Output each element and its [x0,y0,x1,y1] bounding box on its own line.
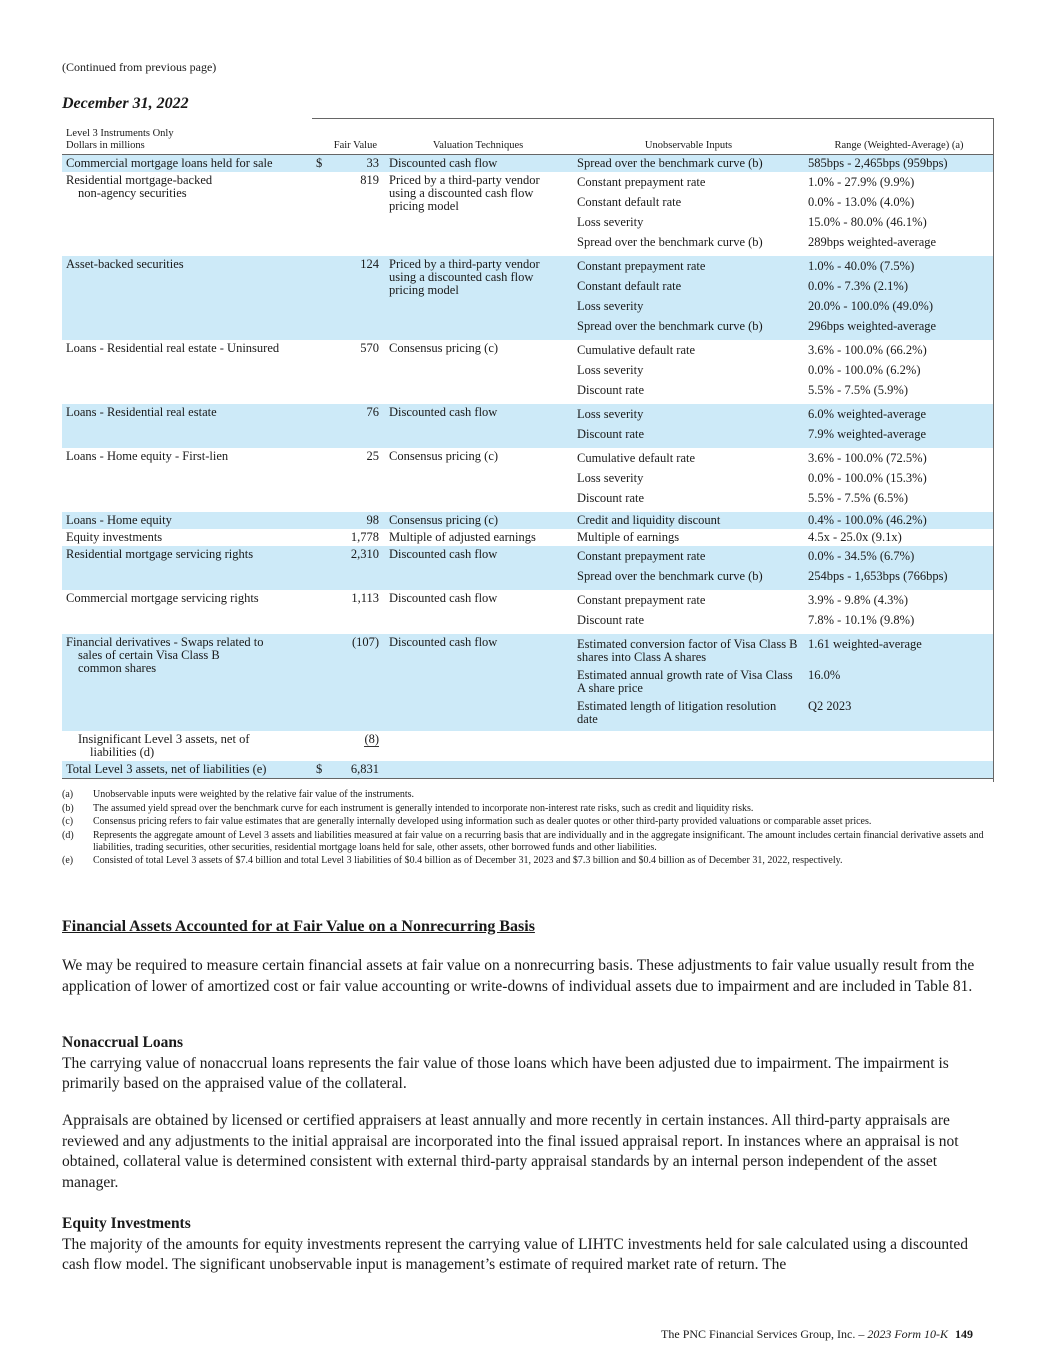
row-fair-value [328,731,383,761]
row-currency [312,512,328,529]
row-range: 0.4% - 100.0% (46.2%) [804,512,994,529]
row-currency: $ [312,155,328,173]
intro-paragraph: We may be required to measure certain financial assets at fair value on a nonrecurring basis. These adjustments to fair value usually result from the application of lower of amortized cost or fair value accounting or write-downs of individual assets due to impairment and are included in Table 81. [62,957,975,995]
row-inputs [573,590,804,634]
footnote-text: The assumed yield spread over the benchmark curve for each instrument is generally intended to incorporate non-interest rate risks, such as credit and liquidity risks. [93,802,754,814]
input-item: Constant prepayment rate [577,549,706,563]
row-label-line: Financial derivatives - Swaps related to [66,635,264,649]
row-fair-value: 98 [328,512,383,529]
table-row [62,155,994,173]
header-range: Range (Weighted-Average) (a) [834,140,964,151]
input-item: Spread over the benchmark curve (b) [577,319,763,333]
input-item: Constant prepayment rate [577,593,706,607]
footnote-text: Represents the aggregate amount of Level 3 assets and liabilities measured at fair value on a recurring basis that are individually and in the aggregate insignificant. The amount includes certain financial derivative assets and liabilities, trading securities, other securities, residential mortgage loans held for sale, other assets, other borrowed funds and other liabilities. [93,829,984,853]
range-item: 254bps - 1,653bps (766bps) [808,569,948,583]
row-fair-value: 25 [366,449,380,463]
row-ranges [804,172,994,256]
row-fair-value: 1,778 [350,530,380,544]
row-fair-value: 124 [328,256,383,340]
table-row [62,546,994,590]
row-ranges [804,546,994,590]
input-item: Discount rate [577,491,645,505]
row-currency [312,731,328,761]
row-fair-value: 6,831 [328,761,383,779]
row-technique [383,761,573,779]
equity-paragraph [62,1214,992,1276]
header-label-line2: Dollars in millions [66,140,145,151]
range-item: 1.61 weighted-average [808,637,922,651]
table-row [62,590,994,634]
row-technique: Priced by a third-party vendor using a discounted cash flow pricing model [389,173,540,213]
table-date: December 31, 2022 [62,95,189,112]
row-ranges [804,404,994,448]
row-fair-value: 76 [328,404,383,448]
table-row [62,404,994,448]
row-currency [312,448,328,512]
row-fair-value: 33 [328,155,383,173]
appraisals-paragraph: Appraisals are obtained by licensed or certified appraisers at least annually and more recently in certain instances. All third-party appraisals are reviewed and any adjustments to the initial appraisal are incorporated into the final issued appraisal report. In instances where an appraisal is not obtained, collateral value is determined consistent with external third-party appraisal standards by an internal person independent of the asset manager. [62,1112,959,1191]
footnote-text: Consensus pricing refers to fair value estimates that are generally internally developed using information such as dealer quotes or other third-party provided valuations or comparable asset prices. [93,816,872,827]
range-item: 7.9% weighted-average [808,427,927,441]
range-item: 6.0% weighted-average [808,407,927,421]
nonaccrual-text: The carrying value of nonaccrual loans represents the fair value of those loans which have been adjusted due to impairment. The impairment is primarily based on the appraised value of the collateral. [62,1054,949,1092]
row-currency: $ [312,761,328,779]
footnote-label: (d) [62,829,74,841]
range-item: 20.0% - 100.0% (49.0%) [808,299,933,313]
footer-company: The PNC Financial Services Group, Inc. – [661,1327,865,1341]
row-label: Loans - Residential real estate - Uninsured [66,341,280,355]
row-label [62,731,312,761]
input-item: Cumulative default rate [577,451,696,465]
table-footnotes [62,789,987,869]
table-row [62,634,994,731]
row-currency [312,256,328,340]
row-inputs [573,404,804,448]
table-row [62,340,994,404]
range-item: 3.6% - 100.0% (72.5%) [808,451,927,465]
range-item: Q2 2023 [808,699,852,713]
row-label: Loans - Residential real estate [62,404,312,448]
range-item: 0.0% - 7.3% (2.1%) [808,279,908,293]
row-range: 4.5x - 25.0x (9.1x) [808,530,902,544]
row-technique: Priced by a third-party vendor using a discounted cash flow pricing model [383,256,573,340]
row-label [62,172,312,256]
row-currency [312,590,328,634]
row-fair-value: 1,113 [351,591,380,605]
row-technique: Consensus pricing (c) [383,512,573,529]
level3-instruments-table [62,118,994,779]
row-label-line: sales of certain Visa Class B [78,648,220,662]
row-technique: Discounted cash flow [383,546,573,590]
range-item: 1.0% - 27.9% (9.9%) [808,175,915,189]
input-item: Cumulative default rate [577,343,696,357]
row-label: Equity investments [66,530,163,544]
input-item: Estimated length of litigation resolution date [577,699,777,726]
row-input: Multiple of earnings [577,530,680,544]
table-row [62,529,994,546]
input-item: Constant default rate [577,279,682,293]
range-item: 0.0% - 13.0% (4.0%) [808,195,915,209]
page-footer [661,1327,973,1342]
row-ranges [804,340,994,404]
footnote-label: (e) [62,855,74,866]
input-item: Constant default rate [577,195,682,209]
range-item: 16.0% [808,668,841,682]
row-currency [312,546,328,590]
input-item: Estimated conversion factor of Visa Class B shares into Class A shares [577,637,798,664]
footnote-label: (a) [62,789,74,800]
row-ranges [804,448,994,512]
table-row [62,731,994,761]
input-item: Spread over the benchmark curve (b) [577,569,763,583]
row-ranges [804,590,994,634]
input-item: Constant prepayment rate [577,175,706,189]
header-valuation-techniques: Valuation Techniques [432,140,524,151]
row-label-line: liabilities (d) [90,745,155,759]
input-item: Loss severity [577,407,644,421]
row-ranges [804,256,994,340]
table-header-row [62,118,994,155]
row-currency [312,340,328,404]
row-fair-value: 2,310 [328,546,383,590]
row-label: Loans - Home equity [62,512,312,529]
range-item: 7.8% - 10.1% (9.8%) [808,613,915,627]
nonaccrual-paragraph [62,1033,992,1095]
input-item: Discount rate [577,427,645,441]
row-inputs [573,172,804,256]
row-label: Loans - Home equity - First-lien [66,449,229,463]
range-item: 0.0% - 100.0% (15.3%) [808,471,927,485]
range-item: 1.0% - 40.0% (7.5%) [808,259,915,273]
row-input [573,761,804,779]
row-fair-value: 819 [360,173,380,187]
range-item: 15.0% - 80.0% (46.1%) [808,215,927,229]
row-inputs [573,634,804,731]
input-item: Loss severity [577,471,644,485]
row-fair-value: (107) [328,634,383,731]
header-fair-value: Fair Value [333,140,378,151]
row-technique: Multiple of adjusted earnings [389,530,536,544]
row-technique: Discounted cash flow [383,404,573,448]
footnote [62,789,987,801]
row-currency [312,404,328,448]
input-item: Discount rate [577,613,645,627]
row-technique: Consensus pricing (c) [389,341,499,355]
level3-table-container [62,118,994,779]
continued-note: (Continued from previous page) [62,60,217,74]
row-input [573,731,804,761]
footnote-label: (c) [62,816,74,827]
header-label-line1: Level 3 Instruments Only [66,128,174,139]
row-currency [312,529,328,546]
range-item: 5.5% - 7.5% (6.5%) [808,491,908,505]
table-total-row [62,761,994,779]
footnote [62,855,987,867]
row-technique: Discounted cash flow [389,591,498,605]
row-label [62,634,312,731]
row-inputs [573,256,804,340]
table-row [62,256,994,340]
footnote [62,803,987,815]
row-range [804,761,994,779]
section-heading: Financial Assets Accounted for at Fair Value on a Nonrecurring Basis [62,918,535,935]
range-item: 5.5% - 7.5% (5.9%) [808,383,908,397]
header-instruments [62,118,312,155]
row-label: Asset-backed securities [62,256,312,340]
fair-value-text: (8) [364,732,380,746]
table-row [62,172,994,256]
footnote-text: Consisted of total Level 3 assets of $7.4 billion and total Level 3 liabilities of $0.4 billion as of December 31, 2023 and $7.3 billion and $0.4 billion as of December 31, 2022, respectively. [93,855,843,866]
table-row [62,448,994,512]
row-label-line: Residential mortgage-backed [66,173,213,187]
row-currency [312,172,328,256]
row-label-line: Insignificant Level 3 assets, net of [78,732,250,746]
input-item: Loss severity [577,215,644,229]
range-item: 289bps weighted-average [808,235,937,249]
footnote [62,816,987,828]
row-label: Commercial mortgage servicing rights [66,591,259,605]
footnote [62,830,987,854]
input-item: Constant prepayment rate [577,259,706,273]
table-top-rule [312,118,994,119]
row-label-line: common shares [78,661,157,675]
row-label-line: non-agency securities [78,186,187,200]
header-unobservable-inputs: Unobservable Inputs [644,140,733,151]
input-item: Estimated annual growth rate of Visa Class A share price [577,668,793,695]
range-item: 3.6% - 100.0% (66.2%) [808,343,927,357]
row-technique: Discounted cash flow [383,155,573,173]
nonaccrual-heading: Nonaccrual Loans [62,1034,183,1051]
table-row [62,512,994,529]
row-range [804,731,994,761]
row-inputs [573,546,804,590]
row-label: Total Level 3 assets, net of liabilities (e) [62,761,312,779]
input-item: Loss severity [577,299,644,313]
row-fair-value: 570 [360,341,380,355]
table-right-rule [993,118,994,782]
input-item: Discount rate [577,383,645,397]
page-number: 149 [955,1327,973,1341]
row-ranges [804,634,994,731]
row-input: Spread over the benchmark curve (b) [573,155,804,173]
input-item: Loss severity [577,363,644,377]
footnote-text: Unobservable inputs were weighted by the relative fair value of the instruments. [93,789,415,800]
row-inputs [573,448,804,512]
row-label: Commercial mortgage loans held for sale [62,155,312,173]
equity-text: The majority of the amounts for equity investments represent the carrying value of LIHTC investments held for sale calculated using a discounted cash flow model. The significant unobservable input is management’s estimate of required market rate of return. The [62,1235,969,1273]
range-item: 0.0% - 100.0% (6.2%) [808,363,921,377]
row-technique: Consensus pricing (c) [389,449,499,463]
range-item: 0.0% - 34.5% (6.7%) [808,549,915,563]
row-inputs [573,340,804,404]
row-input: Credit and liquidity discount [573,512,804,529]
row-label: Residential mortgage servicing rights [62,546,312,590]
input-item: Spread over the benchmark curve (b) [577,235,763,249]
footer-form: 2023 Form 10-K [867,1327,948,1341]
row-technique: Discounted cash flow [383,634,573,731]
row-currency [312,634,328,731]
range-item: 3.9% - 9.8% (4.3%) [808,593,908,607]
row-range: 585bps - 2,465bps (959bps) [804,155,994,173]
footnote-label: (b) [62,802,74,814]
range-item: 296bps weighted-average [808,319,937,333]
row-technique [383,731,573,761]
equity-heading: Equity Investments [62,1215,191,1232]
